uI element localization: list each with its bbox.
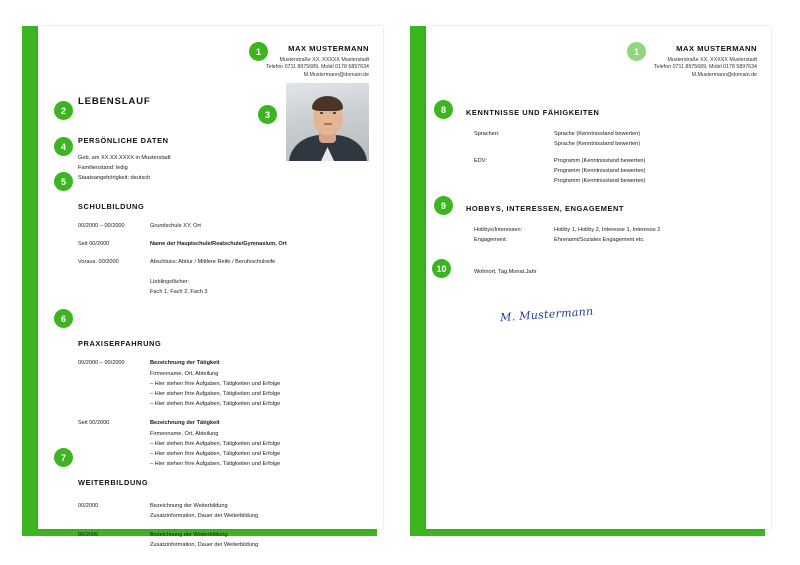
training-line-1-2: Zusatzinformation, Dauer der Weiterbildung (150, 513, 259, 519)
skills-languages-1: Sprache (Kenntnisstand bewerten) (554, 131, 641, 137)
badge-8[interactable]: 8 (434, 100, 453, 119)
training-date-1: 00/2000 (78, 503, 99, 509)
school-favourite-value: Fach 1, Fach 2, Fach 3 (150, 289, 208, 295)
engagement-value: Ehrenamt/Soziales Engagement etc. (554, 237, 645, 243)
personal-line-1: Geb. am XX.XX.XXXX in Musterstadt (78, 155, 171, 161)
cv-header-left (266, 44, 369, 79)
cv-phone-2: Telefon 0711 8975689, Mobil 0178 5897634 (654, 64, 757, 71)
school-date-2: Seit 00/2000 (78, 241, 110, 247)
section-title-school: SCHULBILDUNG (78, 202, 145, 211)
badge-6[interactable]: 6 (54, 309, 73, 328)
cv-page-two (426, 26, 771, 529)
school-text-1: Grundschule XY, Ort (150, 223, 201, 229)
practice-bullet-2-2: – Hier stehen Ihre Aufgaben, Tätigkeiten und Erfolge (150, 451, 281, 457)
school-text-3: Abschluss: Abitur / Mittlere Reife / Berufsschulreife (150, 259, 276, 265)
practice-subheading-2: Firmenname, Ort, Abteilung (150, 431, 219, 437)
school-date-3: Voraus. 00/2000 (78, 259, 119, 265)
hobbies-value: Hobby 1, Hobby 2, Interesse 1, Interesse 2 (554, 227, 661, 233)
training-line-1-1: Bezeichnung der Weiterbildung (150, 503, 228, 509)
hobbies-label: Hobbys/Interessen: (474, 227, 523, 233)
skills-edv-2: Programm (Kenntnisstand bewerten) (554, 168, 646, 174)
cv-name: MAX MUSTERMANN (288, 44, 369, 53)
section-title-skills: KENNTNISSE UND FÄHIGKEITEN (466, 108, 600, 117)
badge-4[interactable]: 4 (54, 137, 73, 156)
badge-9[interactable]: 9 (434, 196, 453, 215)
cv-name-2: MAX MUSTERMANN (676, 44, 757, 53)
practice-heading-1: Bezeichnung der Tätigkeit (150, 360, 220, 366)
engagement-label: Engagement: (474, 237, 508, 243)
skills-languages-2: Sprache (Kenntnisstand bewerten) (554, 141, 641, 147)
badge-1[interactable]: 1 (249, 42, 268, 61)
practice-date-2: Seit 00/2000 (78, 420, 110, 426)
photo-eye-left (320, 112, 323, 114)
practice-bullet-2-3: – Hier stehen Ihre Aufgaben, Tätigkeiten und Erfolge (150, 461, 281, 467)
place-date: Wohnort, Tag.Monat.Jahr (474, 269, 537, 275)
practice-bullet-1-3: – Hier stehen Ihre Aufgaben, Tätigkeiten und Erfolge (150, 401, 281, 407)
photo-mouth (324, 123, 332, 125)
cv-phone: Telefon 0711 8975689, Mobil 0178 5897634 (266, 64, 369, 71)
applicant-photo (286, 83, 369, 161)
section-title-practice: PRAXISERFAHRUNG (78, 339, 162, 348)
personal-line-2: Familienstand: ledig (78, 165, 128, 171)
badge-2[interactable]: 2 (54, 101, 73, 120)
training-line-2-1: Bezeichnung der Weiterbildung (150, 532, 228, 538)
cv-header-right (654, 44, 757, 79)
badge-5[interactable]: 5 (54, 172, 73, 191)
personal-line-3: Staatsangehörigkeit: deutsch (78, 175, 151, 181)
skills-edv-1: Programm (Kenntnisstand bewerten) (554, 158, 646, 164)
cv-contact-2 (654, 57, 757, 78)
cv-email-2: M.Mustermann@domain.de (691, 71, 757, 78)
cv-address-2: Musterstraße XX, XXXXX Musterstadt (667, 57, 757, 64)
badge-1-duplicate[interactable]: 1 (627, 42, 646, 61)
school-favourite-label: Lieblingsfächer: (150, 279, 190, 285)
section-title-training: WEITERBILDUNG (78, 478, 149, 487)
section-title-personal: PERSÖNLICHE DATEN (78, 136, 169, 145)
section-title-hobbies: HOBBYS, INTERESSEN, ENGAGEMENT (466, 204, 625, 213)
cv-address: Musterstraße XX, XXXXX Musterstadt (279, 57, 369, 64)
cv-email: M.Mustermann@domain.de (303, 71, 369, 78)
badge-10[interactable]: 10 (432, 259, 451, 278)
skills-label-edv: EDV: (474, 158, 487, 164)
page-title: LEBENSLAUF (78, 96, 151, 107)
practice-bullet-1-2: – Hier stehen Ihre Aufgaben, Tätigkeiten und Erfolge (150, 391, 281, 397)
signature: M. Mustermann (499, 304, 594, 325)
practice-bullet-1-1: – Hier stehen Ihre Aufgaben, Tätigkeiten und Erfolge (150, 381, 281, 387)
practice-subheading-1: Firmenname, Ort, Abteilung (150, 371, 219, 377)
training-line-2-2: Zusatzinformation, Dauer der Weiterbildung (150, 542, 259, 548)
badge-3[interactable]: 3 (258, 105, 277, 124)
skills-edv-3: Programm (Kenntnisstand bewerten) (554, 178, 646, 184)
training-date-2: 00/2000 (78, 532, 99, 538)
school-text-2: Name der Hauptschule/Realschule/Gymnasium, Ort (150, 241, 287, 247)
practice-heading-2: Bezeichnung der Tätigkeit (150, 420, 220, 426)
school-date-1: 00/2000 – 00/2000 (78, 223, 125, 229)
skills-label-languages: Sprachen: (474, 131, 500, 137)
practice-date-1: 00/2000 – 00/2000 (78, 360, 125, 366)
badge-7[interactable]: 7 (54, 448, 73, 467)
practice-bullet-2-1: – Hier stehen Ihre Aufgaben, Tätigkeiten und Erfolge (150, 441, 281, 447)
cv-page-one (38, 26, 383, 548)
cv-contact (266, 57, 369, 78)
photo-eye-right (333, 112, 336, 114)
